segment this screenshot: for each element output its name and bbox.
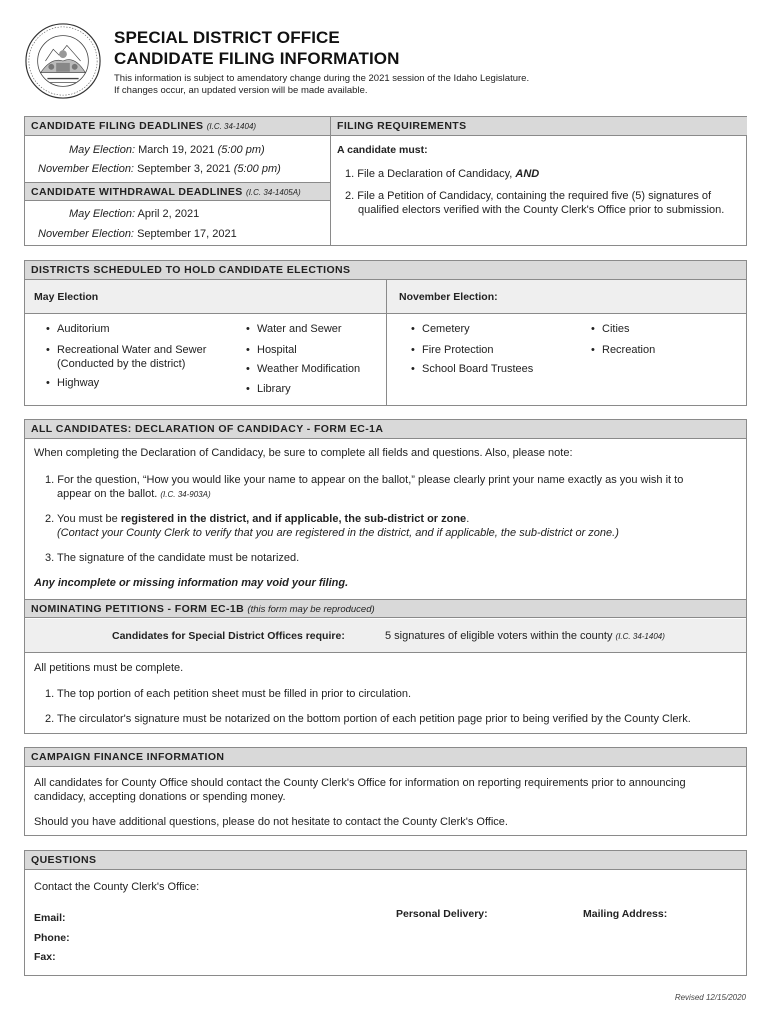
filing-deadlines-cite: (I.C. 34-1404) xyxy=(206,122,257,131)
header-note xyxy=(114,73,529,97)
district-highway: • Highway xyxy=(57,377,99,389)
requirement-item-2-line-1: 2. File a Petition of Candidacy, containing the required five (5) signatures of xyxy=(345,190,712,202)
filing-deadlines-title: CANDIDATE FILING DEADLINES xyxy=(31,120,204,132)
district-hospital: • Hospital xyxy=(257,344,297,356)
header-note-line-1: This information is subject to amendatory change during the 2021 session of the Idaho Legislature. xyxy=(114,73,530,84)
declaration-point-2-note: (Contact your County Clerk to verify that you are registered in the district, and if applicable, the sub-district or zone.) xyxy=(57,527,619,539)
title-line-2: CANDIDATE FILING INFORMATION xyxy=(114,49,400,68)
declaration-header xyxy=(25,420,746,439)
questions-contact: Contact the County Clerk's Office: xyxy=(34,881,200,893)
districts-section xyxy=(24,260,747,406)
finance-line-3: Should you have additional questions, please do not hesitate to contact the County Clerk's Office. xyxy=(34,816,508,828)
petitions-complete: All petitions must be complete. xyxy=(34,662,184,674)
declaration-intro: When completing the Declaration of Candidacy, be sure to complete all fields and questions. Also, please note: xyxy=(34,447,573,459)
filing-may-time: (5:00 pm) xyxy=(217,144,265,156)
district-weather-modification: • Weather Modification xyxy=(257,363,360,375)
district-auditorium: • Auditorium xyxy=(57,323,110,335)
declaration-point-3: 3. The signature of the candidate must be notarized. xyxy=(45,552,300,564)
filing-nov-line xyxy=(38,163,281,175)
questions-title: QUESTIONS xyxy=(31,854,97,866)
finance-section xyxy=(24,747,747,836)
finance-line-2: candidacy, accepting donations or spending money. xyxy=(34,791,286,803)
withdrawal-deadlines-header xyxy=(25,182,330,201)
district-fire-protection: • Fire Protection xyxy=(422,344,494,356)
filing-nov-label: November Election: xyxy=(38,163,134,175)
finance-header xyxy=(25,748,746,767)
petitions-title: NOMINATING PETITIONS - FORM EC-1B xyxy=(31,603,245,615)
filing-may-label: May Election: xyxy=(69,144,136,156)
declaration-title: ALL CANDIDATES: DECLARATION OF CANDIDACY - FORM EC-1A xyxy=(31,423,384,435)
district-recreational-water-sewer-note: (Conducted by the district) xyxy=(57,358,186,370)
withdraw-may-line xyxy=(69,208,199,220)
declaration-point-1-cite: (I.C. 34-903A) xyxy=(160,490,211,499)
withdraw-may-date: April 2, 2021 xyxy=(137,208,200,220)
finance-line-1: All candidates for County Office should contact the County Clerk's Office for information on reporting requirements prior to announcing xyxy=(34,777,686,789)
questions-header xyxy=(25,851,746,870)
filing-may-date: March 19, 2021 xyxy=(138,144,215,156)
district-cities: • Cities xyxy=(602,323,630,335)
revised-date: Revised 12/15/2020 xyxy=(674,993,746,1002)
petitions-point-2: 2. The circulator's signature must be notarized on the bottom portion of each petition page prior to being verified by the County Clerk. xyxy=(45,713,691,725)
questions-email-label: Email: xyxy=(34,912,66,924)
petitions-requirement-cite: (I.C. 34-1404) xyxy=(615,632,665,641)
requirement-item-1-text: 1. File a Declaration of Candidacy, xyxy=(345,168,513,180)
declaration-point-2 xyxy=(45,512,619,540)
declaration-point-1-line-2: appear on the ballot. xyxy=(57,488,158,500)
district-cemetery: • Cemetery xyxy=(422,323,470,335)
questions-fax-label: Fax: xyxy=(34,951,56,963)
page-title xyxy=(114,27,399,69)
filing-nov-time: (5:00 pm) xyxy=(233,163,281,175)
petitions-header xyxy=(25,599,746,618)
declaration-point-2-bold: registered in the district, and if applicable, the sub-district or zone xyxy=(120,513,467,525)
state-seal-icon xyxy=(24,22,102,100)
header-note-line-2: If changes occur, an updated version will be made available. xyxy=(114,85,368,96)
requirement-item-1-and: AND xyxy=(515,168,540,180)
finance-title: CAMPAIGN FINANCE INFORMATION xyxy=(31,751,225,763)
petitions-title-note: (this form may be reproduced) xyxy=(247,604,375,615)
petitions-requirement-text: 5 signatures of eligible voters within the county xyxy=(385,630,613,642)
withdraw-nov-line xyxy=(38,228,237,240)
districts-title: DISTRICTS SCHEDULED TO HOLD CANDIDATE ELECTIONS xyxy=(31,264,351,276)
deadlines-section xyxy=(24,116,747,246)
declaration-point-2-end: . xyxy=(466,513,470,525)
finance-body xyxy=(34,776,686,804)
withdrawal-deadlines-cite: (I.C. 34-1405A) xyxy=(246,188,301,197)
requirement-item-2-line-2: qualified electors verified with the County Clerk's Office prior to submission. xyxy=(358,204,725,216)
questions-section xyxy=(24,850,747,976)
filing-deadlines-header xyxy=(25,117,330,136)
questions-delivery-label: Personal Delivery: xyxy=(396,908,488,920)
withdraw-nov-date: September 17, 2021 xyxy=(137,228,237,240)
filing-requirements-header xyxy=(331,117,747,136)
questions-mailing-label: Mailing Address: xyxy=(583,908,668,920)
petitions-requirement-value xyxy=(385,630,665,642)
requirement-item-1 xyxy=(345,168,539,180)
withdraw-nov-label: November Election: xyxy=(38,228,134,240)
filing-nov-date: September 3, 2021 xyxy=(137,163,231,175)
declaration-point-1-line-1: 1. For the question, “How you would like your name to appear on the ballot,” please clearly print your name exactly as you wish it to xyxy=(45,474,684,486)
withdraw-may-label: May Election: xyxy=(69,208,136,220)
declaration-warning: Any incomplete or missing information may void your filing. xyxy=(34,577,349,589)
declaration-point-2-pre: 2. You must be xyxy=(45,513,118,525)
nov-election-heading: November Election: xyxy=(399,291,498,303)
petitions-point-1: 1. The top portion of each petition sheet must be filled in prior to circulation. xyxy=(45,688,412,700)
requirements-lead: A candidate must: xyxy=(337,144,428,156)
requirement-item-2 xyxy=(345,189,724,217)
withdrawal-deadlines-title: CANDIDATE WITHDRAWAL DEADLINES xyxy=(31,186,243,198)
declaration-section xyxy=(24,419,747,734)
district-recreation: • Recreation xyxy=(602,344,655,356)
may-election-heading: May Election xyxy=(34,291,99,303)
district-school-board-trustees: • School Board Trustees xyxy=(422,363,533,375)
petitions-requirement-label: Candidates for Special District Offices require: xyxy=(112,630,345,642)
title-line-1: SPECIAL DISTRICT OFFICE xyxy=(114,28,340,47)
filing-requirements-title: FILING REQUIREMENTS xyxy=(337,120,467,132)
district-water-sewer: • Water and Sewer xyxy=(257,323,342,335)
declaration-point-1 xyxy=(45,473,683,502)
district-recreational-water-sewer: • Recreational Water and Sewer xyxy=(57,344,206,356)
districts-header xyxy=(25,261,746,280)
filing-may-line xyxy=(69,144,265,156)
district-library: • Library xyxy=(257,383,291,395)
questions-phone-label: Phone: xyxy=(34,932,70,944)
